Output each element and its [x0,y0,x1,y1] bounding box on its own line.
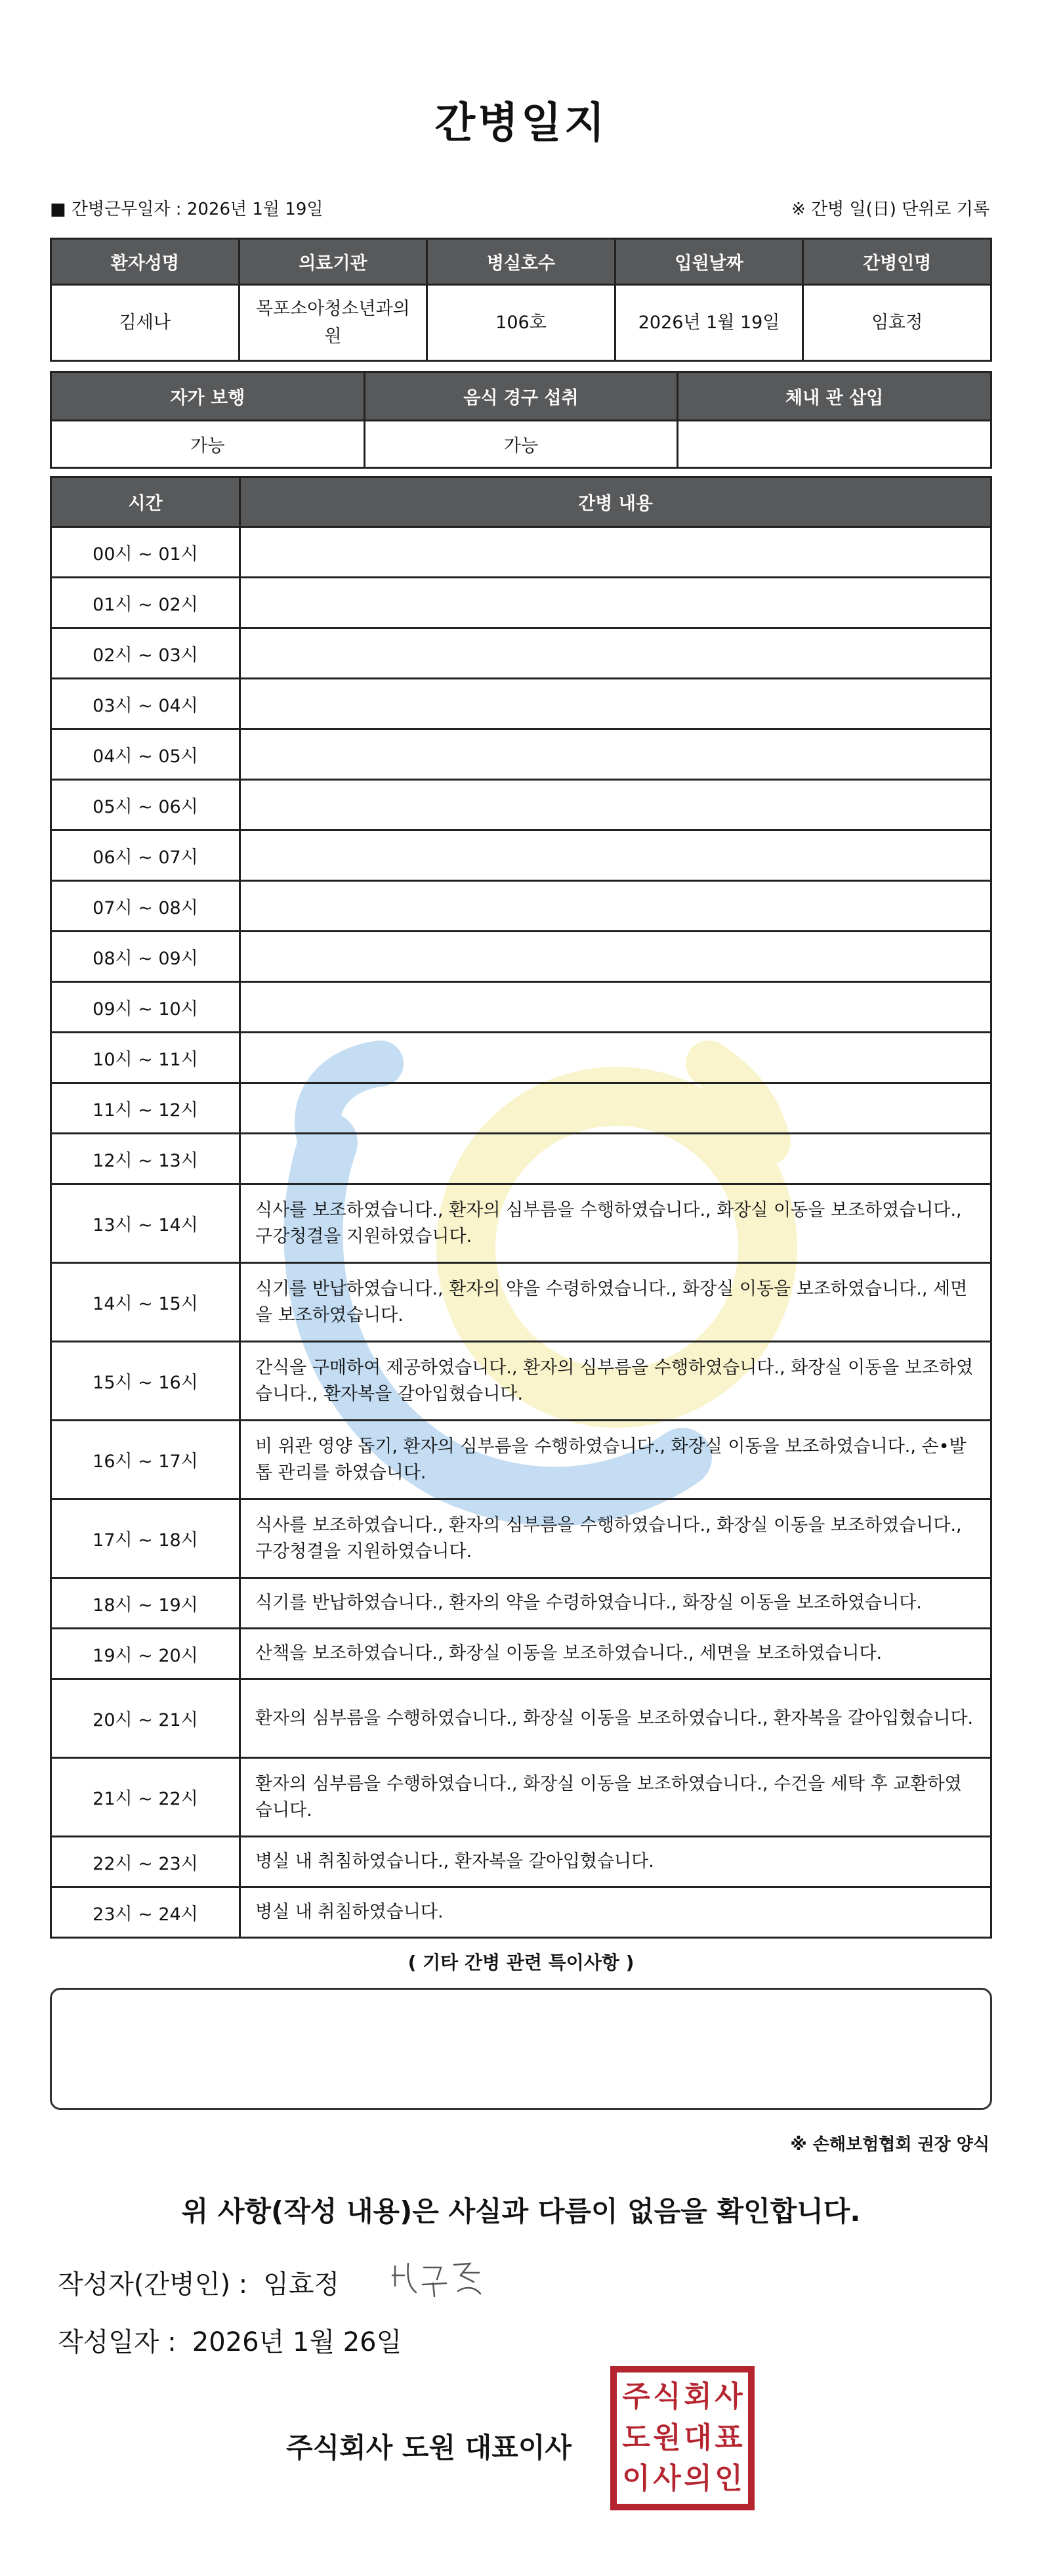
row-time: 08시 ~ 09시 [51,932,240,982]
row-content: 환자의 심부름을 수행하였습니다., 화장실 이동을 보조하였습니다., 환자복을 갈아입혔습니다. [240,1679,991,1758]
row-content [240,729,991,780]
signature [390,2253,488,2302]
header-walking: 자가 보행 [51,372,365,421]
seal-character: 표 [715,2420,743,2455]
header-oral-intake: 음식 경구 섭취 [364,372,678,421]
tube-value [678,421,991,468]
document-title: 간병일지 [434,99,608,148]
row-time: 22시 ~ 23시 [51,1837,240,1887]
row-time: 15시 ~ 16시 [51,1342,240,1421]
table-row [51,1758,991,1837]
row-content [240,830,991,881]
row-time: 06시 ~ 07시 [51,830,240,881]
row-content: 병실 내 취침하였습니다. [240,1887,991,1938]
header-patient-name: 환자성명 [51,239,240,285]
table-row [51,1184,991,1263]
row-time: 20시 ~ 21시 [51,1679,240,1758]
seal-character: 식 [653,2380,681,2413]
header-time: 시간 [51,477,240,527]
date-label: 작성일자 : [58,2327,177,2357]
row-time: 05시 ~ 06시 [51,780,240,830]
oral-intake-value: 가능 [364,421,678,468]
row-content [240,982,991,1033]
seal-character: 회 [684,2380,712,2413]
table-row [51,1033,991,1083]
table-row [51,1629,991,1679]
row-content: 간식을 구매하여 제공하였습니다., 환자의 심부름을 수행하였습니다., 화장실 이동을 보조하였습니다., 환자복을 갈아입혔습니다. [240,1342,991,1421]
writer-line [58,2264,339,2301]
row-content [240,881,991,932]
notes-title: ( 기타 간병 관련 특이사항 ) [407,1952,635,1973]
work-date: ■ 간병근무일자 : 2026년 1월 19일 [50,200,323,219]
table-row [51,1679,991,1758]
row-content [240,1134,991,1184]
row-time: 19시 ~ 20시 [51,1629,240,1679]
seal-character: 사 [653,2462,681,2496]
writer-name: 임효정 [263,2269,340,2300]
row-time: 16시 ~ 17시 [51,1421,240,1499]
table-row [51,1342,991,1421]
row-content [240,578,991,628]
notes-box [50,1988,992,2110]
patient-info-table [50,238,992,362]
table-row [51,881,991,932]
row-content [240,1033,991,1083]
writer-label: 작성자(간병인) : [58,2269,248,2300]
row-time: 17시 ~ 18시 [51,1499,240,1578]
seal-character: 원 [653,2420,681,2455]
row-content [240,780,991,830]
row-time: 21시 ~ 22시 [51,1758,240,1837]
table-row [51,1499,991,1578]
walking-value: 가능 [51,421,365,468]
row-time: 09시 ~ 10시 [51,982,240,1033]
row-content: 비 위관 영양 돕기, 환자의 심부름을 수행하였습니다., 화장실 이동을 보조하였습니다., 손•발톱 관리를 하였습니다. [240,1421,991,1499]
row-content [240,527,991,578]
seal-character: 도 [622,2420,650,2455]
row-content [240,932,991,982]
header-room: 병실호수 [427,239,615,285]
company-name: 주식회사 도원 대표이사 [286,2432,572,2464]
table-row [51,1421,991,1499]
row-time: 23시 ~ 24시 [51,1887,240,1938]
header-content: 간병 내용 [240,477,991,527]
admission-date: 2026년 1월 19일 [615,285,803,361]
row-content: 식기를 반납하였습니다., 환자의 약을 수령하였습니다., 화장실 이동을 보조하였습니다., 세면을 보조하였습니다. [240,1263,991,1342]
row-time: 07시 ~ 08시 [51,881,240,932]
table-row [51,729,991,780]
row-time: 18시 ~ 19시 [51,1578,240,1629]
recommend-note: ※ 손해보험협회 권장 양식 [790,2135,990,2155]
row-content: 식기를 반납하였습니다., 환자의 약을 수령하였습니다., 화장실 이동을 보조하였습니다. [240,1578,991,1629]
patient-name: 김세나 [51,285,240,361]
header-hospital: 의료기관 [239,239,427,285]
table-row [51,780,991,830]
row-time: 00시 ~ 01시 [51,527,240,578]
seal-character: 의 [684,2462,712,2496]
row-time: 02시 ~ 03시 [51,628,240,679]
table-row [51,1083,991,1134]
row-time: 03시 ~ 04시 [51,679,240,729]
table-row [51,982,991,1033]
table-row [51,679,991,729]
caregiver-name: 임효정 [803,285,991,361]
header-tube: 체내 관 삽입 [678,372,991,421]
header-admission-date: 입원날짜 [615,239,803,285]
row-time: 11시 ~ 12시 [51,1083,240,1134]
table-row [51,932,991,982]
table-row [51,1887,991,1938]
row-content: 병실 내 취침하였습니다., 환자복을 갈아입혔습니다. [240,1837,991,1887]
seal-character: 인 [715,2462,743,2496]
row-time: 01시 ~ 02시 [51,578,240,628]
date-line [58,2321,402,2359]
confirm-statement: 위 사항(작성 내용)은 사실과 다름이 없음을 확인합니다. [181,2195,861,2227]
row-time: 10시 ~ 11시 [51,1033,240,1083]
seal-character: 사 [715,2380,743,2413]
header-caregiver: 간병인명 [803,239,991,285]
table-row [51,628,991,679]
company-seal [610,2366,755,2510]
row-content: 식사를 보조하였습니다., 환자의 심부름을 수행하였습니다., 화장실 이동을 보조하였습니다., 구강청결을 지원하였습니다. [240,1499,991,1578]
table-row [51,578,991,628]
row-time: 14시 ~ 15시 [51,1263,240,1342]
date-value: 2026년 1월 26일 [192,2327,402,2357]
unit-note: ※ 간병 일(日) 단위로 기록 [791,200,990,219]
table-row [51,1837,991,1887]
seal-character: 이 [622,2462,650,2496]
row-content [240,628,991,679]
table-row [51,1578,991,1629]
hospital-name: 목포소아청소년과의원 [239,285,427,361]
table-row [51,830,991,881]
table-row [51,527,991,578]
care-log-table [50,476,992,1939]
seal-character: 주 [622,2380,650,2413]
row-content [240,679,991,729]
table-row [51,1134,991,1184]
row-time: 13시 ~ 14시 [51,1184,240,1263]
row-time: 12시 ~ 13시 [51,1134,240,1184]
table-row [51,1263,991,1342]
row-content: 식사를 보조하였습니다., 환자의 심부름을 수행하였습니다., 화장실 이동을 보조하였습니다., 구강청결을 지원하였습니다. [240,1184,991,1263]
row-content: 산책을 보조하였습니다., 화장실 이동을 보조하였습니다., 세면을 보조하였습니다. [240,1629,991,1679]
room-number: 106호 [427,285,615,361]
ability-table [50,371,992,469]
row-content: 환자의 심부름을 수행하였습니다., 화장실 이동을 보조하였습니다., 수건을 세탁 후 교환하였습니다. [240,1758,991,1837]
seal-character: 대 [684,2420,712,2455]
row-time: 04시 ~ 05시 [51,729,240,780]
row-content [240,1083,991,1134]
